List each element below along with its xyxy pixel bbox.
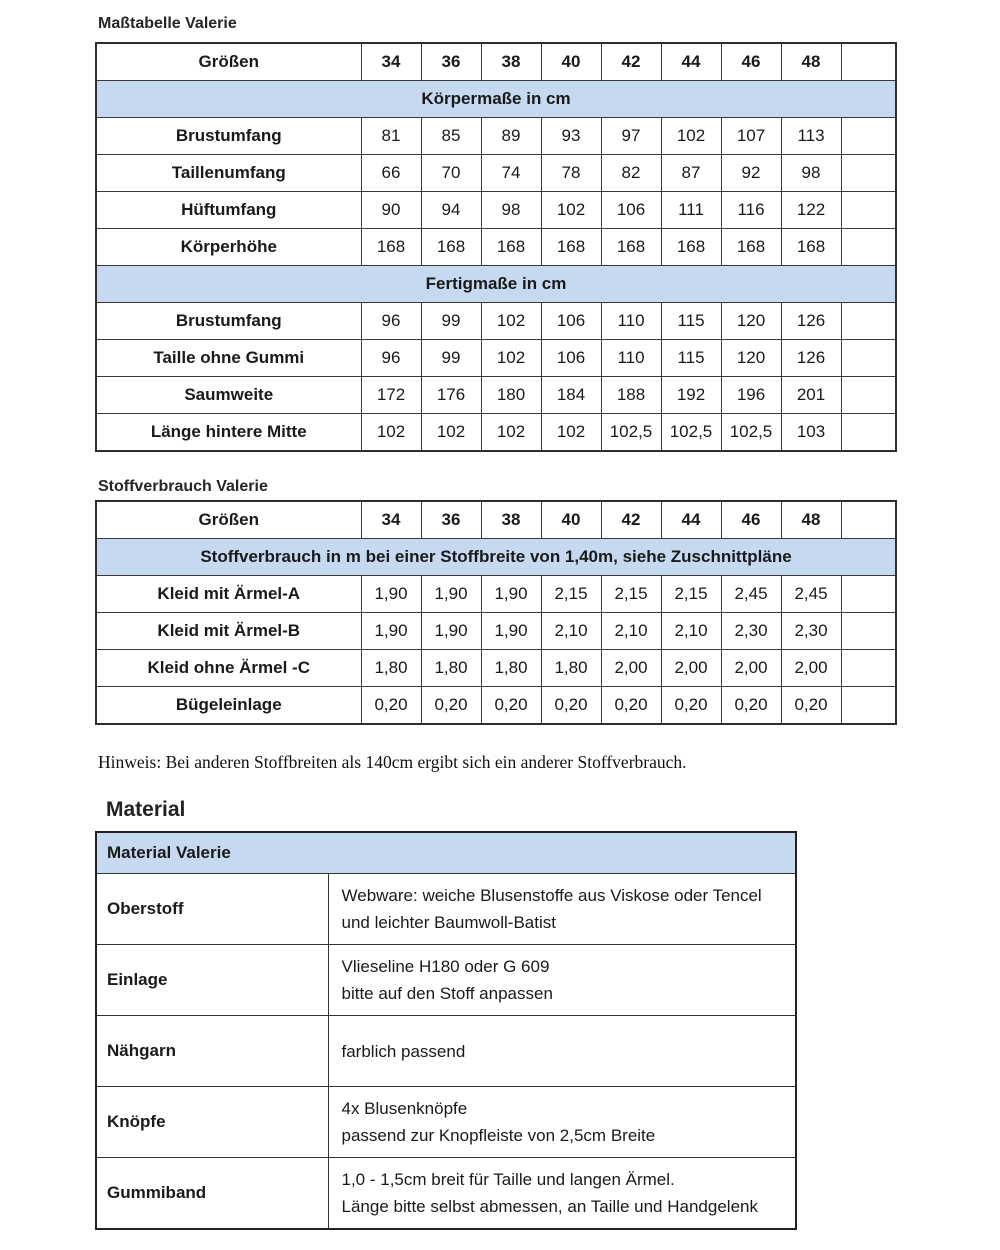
material-table-title-cell: Material Valerie <box>96 832 796 874</box>
stoffverbrauch-title: Stoffverbrauch Valerie <box>98 478 268 495</box>
measure-label-cell: Hüftumfang <box>96 192 361 229</box>
measure-value-cell: 70 <box>421 155 481 192</box>
material-label-cell: Knöpfe <box>96 1087 328 1158</box>
measure-value-cell: 102 <box>541 192 601 229</box>
stoffverbrauch-table <box>95 500 897 725</box>
size-header-cell: 34 <box>361 43 421 81</box>
section-header-cell: Fertigmaße in cm <box>96 266 896 303</box>
material-value-cell <box>328 945 796 1016</box>
measure-value-cell: 103 <box>781 414 841 452</box>
measure-row <box>96 650 896 687</box>
size-header-cell: 48 <box>781 501 841 539</box>
measure-row <box>96 229 896 266</box>
empty-cell <box>841 43 896 81</box>
measure-value-cell: 0,20 <box>781 687 841 725</box>
measure-value-cell: 201 <box>781 377 841 414</box>
measure-value-cell: 0,20 <box>601 687 661 725</box>
material-label-cell: Einlage <box>96 945 328 1016</box>
measure-value-cell: 115 <box>661 340 721 377</box>
measure-value-cell: 89 <box>481 118 541 155</box>
measure-value-cell: 102 <box>481 414 541 452</box>
measure-value-cell: 106 <box>541 340 601 377</box>
measure-value-cell: 90 <box>361 192 421 229</box>
measure-label-cell: Kleid mit Ärmel-B <box>96 613 361 650</box>
material-value-line: passend zur Knopfleiste von 2,5cm Breite <box>341 1126 656 1145</box>
measure-value-cell: 168 <box>781 229 841 266</box>
measure-value-cell: 106 <box>541 303 601 340</box>
empty-cell <box>841 613 896 650</box>
measure-value-cell: 2,15 <box>601 576 661 613</box>
empty-cell <box>841 687 896 725</box>
measure-row <box>96 687 896 725</box>
measure-value-cell: 0,20 <box>361 687 421 725</box>
measure-value-cell: 120 <box>721 303 781 340</box>
material-table <box>95 831 797 1230</box>
measure-label-cell: Kleid ohne Ärmel -C <box>96 650 361 687</box>
size-header-cell: 38 <box>481 501 541 539</box>
measure-value-cell: 168 <box>481 229 541 266</box>
measure-value-cell: 2,10 <box>661 613 721 650</box>
measure-value-cell: 2,45 <box>781 576 841 613</box>
measure-value-cell: 1,80 <box>361 650 421 687</box>
material-label-cell: Oberstoff <box>96 874 328 945</box>
measure-label-cell: Brustumfang <box>96 303 361 340</box>
empty-cell <box>841 377 896 414</box>
measure-row <box>96 377 896 414</box>
empty-cell <box>841 501 896 539</box>
material-value-line: 1,0 - 1,5cm breit für Taille und langen Ärmel. <box>341 1170 675 1189</box>
section-header-cell: Körpermaße in cm <box>96 81 896 118</box>
measure-label-cell: Taillenumfang <box>96 155 361 192</box>
measure-value-cell: 102 <box>661 118 721 155</box>
material-value-cell <box>328 874 796 945</box>
material-row <box>96 1087 796 1158</box>
measure-value-cell: 96 <box>361 303 421 340</box>
sizes-label-cell: Größen <box>96 501 361 539</box>
empty-cell <box>841 192 896 229</box>
measure-value-cell: 126 <box>781 340 841 377</box>
measure-value-cell: 172 <box>361 377 421 414</box>
section-header-cell: Stoffverbrauch in m bei einer Stoffbreite von 1,40m, siehe Zuschnittpläne <box>96 539 896 576</box>
measure-label-cell: Brustumfang <box>96 118 361 155</box>
measure-value-cell: 111 <box>661 192 721 229</box>
measure-row <box>96 303 896 340</box>
size-header-cell: 44 <box>661 501 721 539</box>
measure-value-cell: 98 <box>781 155 841 192</box>
empty-cell <box>841 340 896 377</box>
measure-value-cell: 1,90 <box>361 613 421 650</box>
measure-value-cell: 2,10 <box>541 613 601 650</box>
measure-value-cell: 2,15 <box>661 576 721 613</box>
material-value-line: bitte auf den Stoff anpassen <box>341 984 553 1003</box>
material-row <box>96 1158 796 1230</box>
measure-row <box>96 118 896 155</box>
measure-value-cell: 113 <box>781 118 841 155</box>
material-header-row <box>96 832 796 874</box>
size-header-row <box>96 43 896 81</box>
measure-value-cell: 2,00 <box>781 650 841 687</box>
measure-value-cell: 1,90 <box>421 576 481 613</box>
size-header-cell: 40 <box>541 43 601 81</box>
empty-cell <box>841 650 896 687</box>
measure-value-cell: 126 <box>781 303 841 340</box>
measure-value-cell: 102 <box>481 303 541 340</box>
measure-value-cell: 122 <box>781 192 841 229</box>
empty-cell <box>841 229 896 266</box>
measure-value-cell: 74 <box>481 155 541 192</box>
empty-cell <box>841 118 896 155</box>
measure-label-cell: Kleid mit Ärmel-A <box>96 576 361 613</box>
size-header-cell: 38 <box>481 43 541 81</box>
measure-value-cell: 188 <box>601 377 661 414</box>
measure-value-cell: 102 <box>421 414 481 452</box>
measure-value-cell: 168 <box>601 229 661 266</box>
measure-value-cell: 102 <box>361 414 421 452</box>
section-header-row <box>96 81 896 118</box>
measure-value-cell: 168 <box>361 229 421 266</box>
size-header-cell: 46 <box>721 501 781 539</box>
measure-value-cell: 1,80 <box>421 650 481 687</box>
measure-value-cell: 102 <box>541 414 601 452</box>
measure-value-cell: 168 <box>721 229 781 266</box>
measure-value-cell: 102,5 <box>601 414 661 452</box>
measure-value-cell: 66 <box>361 155 421 192</box>
measure-value-cell: 92 <box>721 155 781 192</box>
measure-value-cell: 0,20 <box>421 687 481 725</box>
measure-value-cell: 102,5 <box>661 414 721 452</box>
measure-label-cell: Saumweite <box>96 377 361 414</box>
section-header-row <box>96 266 896 303</box>
measure-row <box>96 192 896 229</box>
size-header-cell: 46 <box>721 43 781 81</box>
measure-value-cell: 97 <box>601 118 661 155</box>
material-value-line: 4x Blusenknöpfe <box>341 1099 468 1118</box>
measure-value-cell: 2,45 <box>721 576 781 613</box>
measure-value-cell: 0,20 <box>721 687 781 725</box>
size-header-cell: 42 <box>601 501 661 539</box>
measure-value-cell: 168 <box>541 229 601 266</box>
measure-value-cell: 110 <box>601 303 661 340</box>
measure-value-cell: 1,90 <box>421 613 481 650</box>
size-header-cell: 48 <box>781 43 841 81</box>
measure-value-cell: 116 <box>721 192 781 229</box>
measure-value-cell: 1,90 <box>481 613 541 650</box>
measure-value-cell: 192 <box>661 377 721 414</box>
masstabelle-table <box>95 42 897 452</box>
measure-value-cell: 2,00 <box>661 650 721 687</box>
material-value-cell <box>328 1016 796 1087</box>
empty-cell <box>841 576 896 613</box>
measure-value-cell: 2,30 <box>721 613 781 650</box>
measure-row <box>96 155 896 192</box>
empty-cell <box>841 414 896 452</box>
measure-value-cell: 85 <box>421 118 481 155</box>
material-value-cell <box>328 1158 796 1230</box>
measure-value-cell: 94 <box>421 192 481 229</box>
material-row <box>96 1016 796 1087</box>
size-header-cell: 42 <box>601 43 661 81</box>
measure-label-cell: Länge hintere Mitte <box>96 414 361 452</box>
material-value-cell <box>328 1087 796 1158</box>
measure-label-cell: Bügeleinlage <box>96 687 361 725</box>
material-value-line: Länge bitte selbst abmessen, an Taille und Handgelenk <box>341 1197 758 1216</box>
measure-value-cell: 106 <box>601 192 661 229</box>
measure-value-cell: 78 <box>541 155 601 192</box>
measure-value-cell: 2,30 <box>781 613 841 650</box>
measure-value-cell: 102,5 <box>721 414 781 452</box>
measure-value-cell: 82 <box>601 155 661 192</box>
measure-value-cell: 0,20 <box>541 687 601 725</box>
measure-value-cell: 1,90 <box>481 576 541 613</box>
size-header-cell: 36 <box>421 501 481 539</box>
measure-value-cell: 1,80 <box>541 650 601 687</box>
material-row <box>96 945 796 1016</box>
material-value-line: farblich passend <box>341 1041 466 1061</box>
measure-value-cell: 107 <box>721 118 781 155</box>
size-header-cell: 40 <box>541 501 601 539</box>
measure-value-cell: 180 <box>481 377 541 414</box>
measure-value-cell: 2,15 <box>541 576 601 613</box>
measure-value-cell: 196 <box>721 377 781 414</box>
size-header-cell: 36 <box>421 43 481 81</box>
material-heading: Material <box>106 798 186 821</box>
material-label-cell: Nähgarn <box>96 1016 328 1087</box>
measure-value-cell: 184 <box>541 377 601 414</box>
measure-row <box>96 340 896 377</box>
section-header-row <box>96 539 896 576</box>
measure-value-cell: 176 <box>421 377 481 414</box>
measure-value-cell: 115 <box>661 303 721 340</box>
measure-label-cell: Taille ohne Gummi <box>96 340 361 377</box>
empty-cell <box>841 155 896 192</box>
measure-value-cell: 110 <box>601 340 661 377</box>
measure-value-cell: 102 <box>481 340 541 377</box>
material-row <box>96 874 796 945</box>
measure-row <box>96 613 896 650</box>
measure-value-cell: 99 <box>421 340 481 377</box>
size-header-cell: 44 <box>661 43 721 81</box>
material-label-cell: Gummiband <box>96 1158 328 1230</box>
measure-value-cell: 93 <box>541 118 601 155</box>
measure-value-cell: 0,20 <box>661 687 721 725</box>
measure-value-cell: 168 <box>421 229 481 266</box>
fabric-width-note: Hinweis: Bei anderen Stoffbreiten als 140cm ergibt sich ein anderer Stoffverbrauch. <box>98 752 687 772</box>
measure-value-cell: 96 <box>361 340 421 377</box>
measure-value-cell: 2,00 <box>601 650 661 687</box>
measure-value-cell: 87 <box>661 155 721 192</box>
measure-value-cell: 0,20 <box>481 687 541 725</box>
measure-value-cell: 1,90 <box>361 576 421 613</box>
measure-label-cell: Körperhöhe <box>96 229 361 266</box>
measure-row <box>96 414 896 452</box>
material-value-line: Vlieseline H180 oder G 609 <box>341 957 550 976</box>
material-value-line: Webware: weiche Blusenstoffe aus Viskose oder Tencel <box>341 886 762 905</box>
sizes-label-cell: Größen <box>96 43 361 81</box>
measure-value-cell: 99 <box>421 303 481 340</box>
masstabelle-title: Maßtabelle Valerie <box>98 15 237 32</box>
empty-cell <box>841 303 896 340</box>
material-value-line: und leichter Baumwoll-Batist <box>341 913 556 932</box>
measure-value-cell: 1,80 <box>481 650 541 687</box>
measure-value-cell: 81 <box>361 118 421 155</box>
measure-row <box>96 576 896 613</box>
measure-value-cell: 120 <box>721 340 781 377</box>
size-header-row <box>96 501 896 539</box>
measure-value-cell: 98 <box>481 192 541 229</box>
measure-value-cell: 2,00 <box>721 650 781 687</box>
measure-value-cell: 168 <box>661 229 721 266</box>
measure-value-cell: 2,10 <box>601 613 661 650</box>
size-header-cell: 34 <box>361 501 421 539</box>
